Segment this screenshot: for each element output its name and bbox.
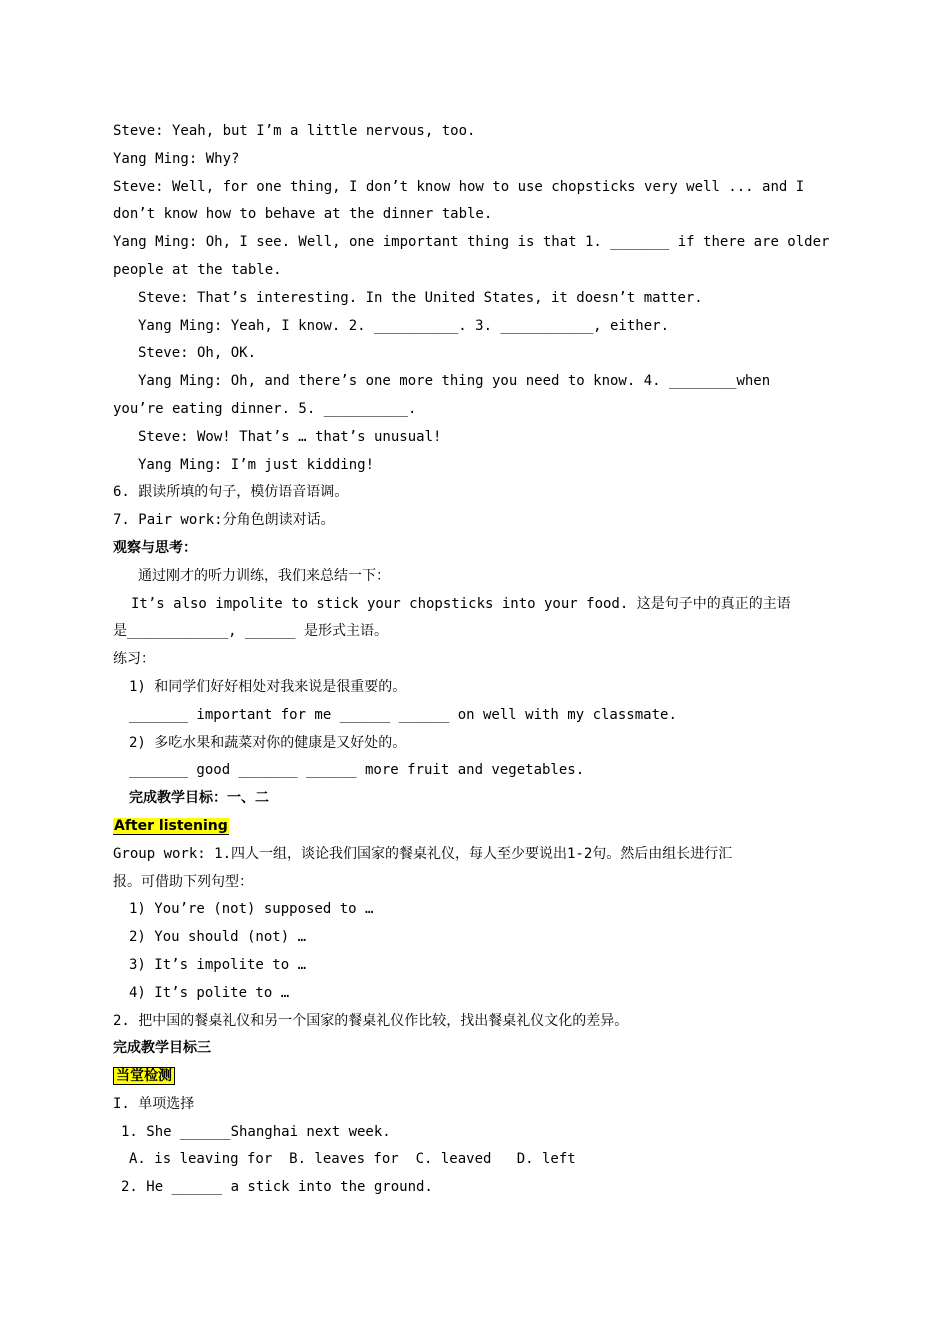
- text-line: 是____________, ______ 是形式主语。: [113, 623, 389, 640]
- text-line: Yang Ming: I’m just kidding!: [138, 456, 375, 473]
- text-line: don’t know how to behave at the dinner table.: [113, 206, 493, 223]
- text-line: 完成教学目标三: [113, 1040, 211, 1057]
- text-line: 2) You should (not) …: [129, 929, 307, 946]
- text-line: Yang Ming: Yeah, I know. 2. __________. 3. ___________, either.: [138, 317, 670, 334]
- text-line: 2. 把中国的餐桌礼仪和另一个国家的餐桌礼仪作比较，找出餐桌礼仪文化的差异。: [113, 1012, 629, 1029]
- text-line: Yang Ming: Why?: [113, 150, 240, 167]
- text-line: 报。可借助下列句型：: [113, 873, 253, 890]
- text-line: people at the table.: [113, 261, 282, 278]
- text-line: you’re eating dinner. 5. __________.: [113, 400, 417, 417]
- text-line: 通过刚才的听力训练，我们来总结一下：: [138, 567, 390, 584]
- text-line: [113, 1063, 843, 1091]
- text-line: 4) It’s polite to …: [129, 984, 290, 1001]
- text-line: I. 单项选择: [113, 1095, 195, 1112]
- text-line: Steve: Yeah, but I’m a little nervous, too.: [113, 123, 476, 139]
- text-line: 观察与思考：: [113, 539, 197, 556]
- text-line: 1) 和同学们好好相处对我来说是很重要的。: [129, 678, 407, 695]
- text-line: 2) 多吃水果和蔬菜对你的健康是又好处的。: [129, 734, 407, 751]
- text-line: Steve: Oh, OK.: [138, 345, 257, 362]
- text-line: Steve: That’s interesting. In the United States, it doesn’t matter.: [138, 289, 703, 306]
- text-line: _______ good _______ ______ more fruit and vegetables.: [129, 762, 585, 779]
- text-line: Yang Ming: Oh, and there’s one more thing you need to know. 4. ________when: [138, 373, 771, 390]
- text-line: _______ important for me ______ ______ on well with my classmate.: [129, 706, 677, 723]
- text-line: 1) You’re (not) supposed to …: [129, 901, 374, 918]
- text-line: 2. He ______ a stick into the ground.: [121, 1179, 433, 1196]
- text-line: Steve: Well, for one thing, I don’t know how to use chopsticks very well ... and I: [113, 178, 805, 195]
- text-line: 练习：: [113, 651, 155, 668]
- text-line: Steve: Wow! That’s … that’s unusual!: [138, 428, 442, 445]
- text-line: 6. 跟读所填的句子，模仿语音语调。: [113, 484, 349, 501]
- text-line: 完成教学目标：一、二: [129, 790, 269, 807]
- text-line: [113, 813, 843, 841]
- text-line: 1. She ______Shanghai next week.: [121, 1123, 391, 1140]
- text-line: 3) It’s impolite to …: [129, 956, 307, 973]
- text-line: A. is leaving for B. leaves for C. leaved D. left: [129, 1151, 576, 1168]
- document-page: [113, 118, 843, 1202]
- text-line: It’s also impolite to stick your chopsticks into your food. 这是句子中的真正的主语: [131, 595, 791, 612]
- highlighted-heading: After listening: [114, 817, 228, 834]
- text-line: Yang Ming: Oh, I see. Well, one important thing is that 1. _______ if there are older: [113, 234, 830, 251]
- text-line: Group work: 1.四人一组，谈论我们国家的餐桌礼仪，每人至少要说出1-2句。然后由组长进行汇: [113, 845, 733, 862]
- text-line: 7. Pair work:分角色朗读对话。: [113, 512, 335, 529]
- highlighted-heading: 当堂检测: [113, 1067, 175, 1085]
